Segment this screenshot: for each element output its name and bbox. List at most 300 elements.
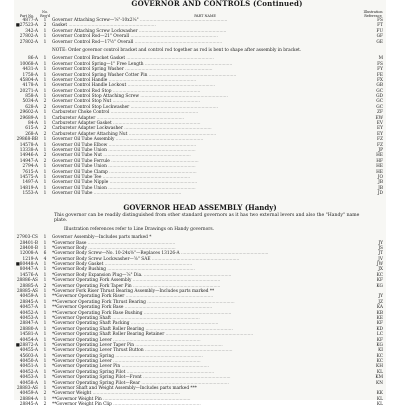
leader-dots: ................................................................ bbox=[108, 180, 198, 186]
part-number: 10068-A bbox=[19, 61, 38, 67]
leader-dots: ................................................................ bbox=[114, 353, 203, 359]
illustration-ref: GE bbox=[376, 39, 383, 45]
quantity: 1 bbox=[43, 305, 47, 311]
illustration-ref: FS bbox=[377, 61, 383, 67]
part-number: 86-A bbox=[27, 56, 38, 62]
part-name: Governor Control Stop Attaching Screw ................................................................ bbox=[52, 94, 228, 100]
illustration-ref: JV bbox=[378, 256, 383, 262]
quantity: 1 bbox=[43, 262, 47, 268]
quantity: 2 bbox=[43, 23, 47, 29]
part-name: Carburetor Adapter ................................................................ bbox=[52, 115, 185, 121]
parts-list-c bbox=[14, 235, 386, 408]
part-number: 1219-A bbox=[22, 256, 38, 262]
part-number: ■80448-A bbox=[15, 262, 38, 268]
quantity: 1 bbox=[43, 375, 47, 381]
part-number: 40451-A bbox=[19, 364, 38, 370]
quantity: 1 bbox=[43, 332, 47, 338]
quantity: 2 bbox=[43, 131, 47, 137]
quantity: 1 bbox=[43, 267, 47, 273]
part-number: 12008-A bbox=[19, 251, 38, 257]
illustration-ref: JT bbox=[378, 251, 383, 257]
illustration-ref: GF bbox=[376, 34, 383, 40]
illustration-ref: JS bbox=[378, 245, 383, 251]
part-name: Governor Control Spring Washer Cotter Pin ................................................................ bbox=[52, 72, 237, 78]
part-number: 45603-A bbox=[19, 353, 38, 359]
quantity: 1 bbox=[43, 240, 47, 246]
quantity: 1 bbox=[43, 342, 47, 348]
illustration-ref: KL bbox=[376, 369, 383, 375]
leader-dots: ................................................................ bbox=[129, 321, 219, 327]
part-name: Governor Oil Tube Ferrule ................................................................ bbox=[52, 158, 199, 164]
quantity: 1 bbox=[43, 299, 47, 305]
parts-row bbox=[14, 191, 386, 196]
quantity: 1 bbox=[43, 191, 47, 197]
part-number: 28845-A bbox=[19, 299, 38, 305]
part-name: Governor Control Spring Washer ................................................................ bbox=[52, 67, 213, 73]
leader-dots: ................................................................ bbox=[137, 28, 227, 34]
part-number: 40453-A bbox=[19, 315, 38, 321]
part-name: *Governor Base ................................................................ bbox=[52, 240, 176, 246]
part-number: 28401-B bbox=[19, 240, 38, 246]
parts-list-a bbox=[14, 18, 386, 45]
quantity: 1 bbox=[43, 380, 47, 386]
quantity: 1 bbox=[43, 369, 47, 375]
quantity: 1 bbox=[43, 185, 47, 191]
part-name: Governor Control Rod Stop ................................................................ bbox=[52, 88, 201, 94]
illustration-ref: FS bbox=[377, 18, 383, 23]
part-number: 40458-A bbox=[19, 380, 38, 386]
leader-dots: ................................................................ bbox=[134, 342, 223, 348]
quantity: 1 bbox=[43, 115, 47, 121]
part-name: Carburetor Adapter Attaching Nut ................................................................ bbox=[52, 131, 217, 137]
part-name: *Governor Operating Spring Pilot—Front ................................................................ bbox=[52, 375, 231, 381]
quantity: 6 bbox=[43, 251, 47, 257]
illustration-ref: KF bbox=[376, 321, 383, 327]
illustration-ref: KH bbox=[376, 364, 383, 370]
part-name: *Governor Operating Lever Taper Pin ................................................................ bbox=[52, 342, 223, 348]
parts-list-b bbox=[14, 56, 386, 196]
quantity: 1 bbox=[43, 83, 47, 89]
part-number: 615-A bbox=[25, 126, 38, 132]
part-name: *Governor Body Gasket ................................................................ bbox=[52, 262, 193, 268]
illustration-ref: KL bbox=[376, 396, 383, 402]
part-number: 28845-A bbox=[19, 402, 38, 408]
leader-dots: ................................................................ bbox=[127, 131, 217, 137]
part-name: *Governor Operating Shaft Roller Bearing Retainer ................................................................ bbox=[52, 332, 254, 338]
part-number: 5034-A bbox=[22, 99, 38, 105]
part-number: 13338-A bbox=[19, 148, 38, 153]
leader-dots: ................................................................ bbox=[111, 402, 201, 408]
leader-dots: ................................................................ bbox=[129, 104, 218, 110]
illustration-ref: JX bbox=[378, 267, 383, 273]
quantity: 1 bbox=[43, 396, 47, 402]
leader-dots: ................................................................ bbox=[150, 256, 240, 262]
illustration-ref: FU bbox=[376, 28, 383, 34]
part-name: *Governor Body Screw Lockwasher—⅝" SAE ................................................................ bbox=[52, 256, 240, 262]
part-name: Carburetor Choke Control ................................................................ bbox=[52, 110, 199, 116]
part-number: 27802-A bbox=[19, 39, 38, 45]
part-number: 2794-A bbox=[22, 164, 38, 170]
part-number: 28883-AS bbox=[16, 386, 38, 392]
leader-dots: ................................................................ bbox=[164, 332, 254, 338]
part-name: Governor Control Spring—1" Free Length ................................................................ bbox=[52, 61, 233, 67]
illustration-ref: EY bbox=[377, 131, 383, 137]
quantity: 1 bbox=[43, 353, 47, 359]
part-name: Governor Oil Tube Elbow ................................................................ bbox=[52, 142, 197, 148]
leader-dots: ................................................................ bbox=[101, 174, 191, 180]
part-name: *Governor Operating Spring ................................................................ bbox=[52, 353, 203, 359]
illustration-ref: GD bbox=[376, 94, 383, 100]
quantity: 1 bbox=[43, 348, 47, 354]
illustration-ref: GB bbox=[376, 83, 383, 89]
part-name: *Governor Operating Lever ................................................................ bbox=[52, 337, 201, 343]
quantity: 1 bbox=[43, 77, 47, 83]
leader-dots: ................................................................ bbox=[120, 364, 209, 370]
quantity: 1 bbox=[43, 326, 47, 332]
part-number: 40459-A bbox=[19, 294, 38, 300]
illustration-ref: HE bbox=[376, 164, 383, 170]
part-number: 14578-A bbox=[19, 142, 38, 148]
part-number: 4431-A bbox=[22, 67, 38, 73]
part-number: 29689-A bbox=[19, 115, 38, 121]
quantity: 1 bbox=[43, 148, 47, 153]
leader-dots: ................................................................ bbox=[106, 267, 195, 273]
part-name: *Governor Operating Lever ................................................................ bbox=[52, 359, 201, 365]
quantity: 1 bbox=[43, 67, 47, 73]
leader-dots: ................................................................ bbox=[111, 121, 201, 127]
part-number: 28400-B bbox=[19, 245, 38, 251]
quantity: 1 bbox=[43, 39, 47, 45]
illustration-ref: HE bbox=[376, 169, 383, 175]
leader-dots: ................................................................ bbox=[91, 391, 180, 397]
illustration-ref: JZ bbox=[378, 299, 383, 305]
part-number: 14575-A bbox=[19, 174, 38, 180]
leader-dots: ................................................................ bbox=[131, 283, 221, 289]
quantity: 1 bbox=[43, 94, 47, 100]
part-number: 29602-A bbox=[19, 110, 38, 116]
part-number: 27903-CS bbox=[16, 235, 38, 241]
part-name: Governor Control Stop Lockwasher ................................................................ bbox=[52, 104, 218, 110]
illustration-ref: FZ bbox=[377, 142, 383, 148]
illustration-ref: FY bbox=[377, 67, 383, 73]
illustration-ref: KG bbox=[376, 283, 383, 289]
part-name: *Governor Operating Fork Assembly ................................................................ bbox=[52, 278, 221, 284]
part-number: 28886-AS bbox=[16, 278, 38, 284]
quantity: 1 bbox=[43, 278, 47, 284]
leader-dots: ................................................................ bbox=[106, 185, 196, 191]
leader-dots: ................................................................ bbox=[111, 99, 200, 105]
illustration-ref: KI bbox=[378, 348, 383, 354]
leader-dots: ................................................................ bbox=[114, 137, 204, 143]
part-number: 28885-AS bbox=[16, 289, 38, 295]
quantity: 1 bbox=[43, 180, 47, 186]
part-number: 1758-A bbox=[22, 72, 38, 78]
part-name: *Governor Body ................................................................ bbox=[52, 245, 176, 251]
part-name: **Governor Operating Fork Riser ................................................................ bbox=[52, 294, 214, 300]
leader-dots: ................................................................ bbox=[111, 337, 201, 343]
part-number: 28847-A bbox=[19, 321, 38, 327]
part-number: 268-A bbox=[25, 131, 38, 137]
leader-dots: ................................................................ bbox=[129, 34, 218, 40]
part-name: **Governor Operating Fork Base Bushing ................................................................ bbox=[52, 310, 232, 316]
leader-dots: ................................................................ bbox=[133, 39, 223, 45]
part-name: Governor Control Handle Lockout ................................................................ bbox=[52, 83, 215, 89]
leader-dots: ................................................................ bbox=[140, 380, 229, 386]
part-number: ■28872-A bbox=[15, 342, 38, 348]
quantity: 1 bbox=[43, 359, 47, 365]
part-name: Governor Assembly—Includes parts marked * bbox=[52, 235, 152, 241]
quantity: 1 bbox=[43, 61, 47, 67]
part-number: 45804-A bbox=[19, 77, 38, 83]
quantity: 1 bbox=[43, 88, 47, 94]
part-name: Governor Oil Tube Nut ................................................................ bbox=[52, 153, 191, 159]
illustration-ref: GC bbox=[376, 104, 383, 110]
illustration-ref: KC bbox=[376, 353, 383, 359]
illustration-ref: EY bbox=[377, 126, 383, 132]
quantity: 1 bbox=[43, 110, 47, 116]
illustration-ref: FE bbox=[376, 72, 383, 78]
catalog-page bbox=[14, 0, 386, 408]
part-name: Governor Control Bracket Gasket ................................................................ bbox=[52, 56, 214, 62]
quantity: 1 bbox=[43, 56, 47, 62]
part-name: Governor Oil Tube Nipple ................................................................ bbox=[52, 180, 198, 186]
leader-dots: ................................................................ bbox=[144, 326, 233, 332]
quantity: 2 bbox=[43, 402, 47, 408]
illustration-ref: ZF bbox=[377, 110, 383, 116]
part-name: *Governor Operating Lever Thrust Button ................................................................ bbox=[52, 348, 233, 354]
part-number: 29868-BB bbox=[16, 137, 38, 143]
part-name: Carburetor Adapter Lockwasher ................................................................ bbox=[52, 126, 212, 132]
section-paragraph: This governor can be readily distinguished from other standard governors as it has two external levers and also the "Handy" name plate. bbox=[54, 212, 360, 224]
part-name: *Governor Operating Fork Taper Pin ................................................................ bbox=[52, 283, 221, 289]
part-number: 40452-A bbox=[19, 310, 38, 316]
part-number: 40454-A bbox=[19, 337, 38, 343]
quantity: 1 bbox=[43, 321, 47, 327]
illustration-ref: JB bbox=[378, 180, 383, 186]
quantity: 1 bbox=[43, 174, 47, 180]
illustration-ref: KM bbox=[375, 375, 383, 381]
part-number: 27802-A bbox=[19, 34, 38, 40]
leader-dots: ................................................................ bbox=[110, 315, 200, 321]
part-number: 80447-A bbox=[19, 267, 38, 273]
part-name: Governor Control Rod—21" Overall ................................................................ bbox=[52, 34, 218, 40]
quantity: 1 bbox=[43, 28, 47, 34]
quantity: 1 bbox=[43, 337, 47, 343]
part-number: 40450-A bbox=[19, 359, 38, 365]
part-number: 20271-A bbox=[19, 88, 38, 94]
leader-dots: ................................................................ bbox=[106, 148, 196, 153]
illustration-ref: FT bbox=[377, 23, 383, 29]
quantity: 1 bbox=[43, 245, 47, 251]
part-name: Governor Oil Tube Clamp ................................................................ bbox=[52, 169, 197, 175]
part-name: *Governor Operating Lever Pin ................................................................ bbox=[52, 364, 209, 370]
col-part-no: Part No. bbox=[19, 14, 35, 18]
quantity: 1 bbox=[43, 364, 47, 370]
part-number: 14946-A bbox=[19, 153, 38, 159]
part-name: Governor Oil Tube Union ................................................................ bbox=[52, 185, 196, 191]
part-number: 40459-A bbox=[19, 391, 38, 397]
illustration-ref: GC bbox=[376, 88, 383, 94]
part-name: Governor Oil Tube Assembly ................................................................ bbox=[52, 137, 204, 143]
part-name: Governor Oil Tube ................................................................ bbox=[52, 191, 182, 197]
part-number: 4877-A bbox=[22, 18, 38, 23]
part-name: **Governor Weight Pin Clip ................................................................ bbox=[52, 402, 201, 408]
part-number: ■27523-A bbox=[15, 23, 38, 29]
part-name: **Governor Operating Fork Thrust Bearing ................................................................ bbox=[52, 299, 235, 305]
illustration-ref: KD bbox=[376, 326, 383, 332]
illustration-ref: KC bbox=[376, 359, 383, 365]
leader-dots: ................................................................ bbox=[124, 294, 214, 300]
quantity: 1 bbox=[43, 235, 47, 241]
part-number: 28880-A bbox=[19, 326, 38, 332]
leader-dots: ................................................................ bbox=[101, 396, 191, 402]
part-name: Gasket ................................................................ bbox=[52, 23, 156, 29]
part-number: 40453-A bbox=[19, 375, 38, 381]
quantity: 1 bbox=[43, 164, 47, 170]
illustration-ref: FX bbox=[376, 77, 383, 83]
leader-dots: ................................................................ bbox=[143, 348, 233, 354]
leader-dots: ................................................................ bbox=[125, 369, 215, 375]
quantity: 1 bbox=[43, 169, 47, 175]
quantity: 2 bbox=[43, 153, 47, 159]
quantity: 2 bbox=[43, 99, 47, 105]
parts-row bbox=[14, 402, 386, 407]
leader-dots: ................................................................ bbox=[102, 153, 191, 159]
leader-dots: ................................................................ bbox=[138, 18, 228, 23]
leader-dots: ................................................................ bbox=[106, 164, 196, 170]
column-header bbox=[14, 8, 386, 18]
note: NOTE: Order governor control bracket and control rod together as rod is bent to shape after assembly in bracket. bbox=[52, 47, 302, 53]
part-name: *Governor Operating Shaft Roller Bearing ................................................................ bbox=[52, 326, 233, 332]
quantity: 1 bbox=[43, 121, 47, 127]
quantity: 1 bbox=[43, 294, 47, 300]
part-number: 84-A bbox=[27, 121, 38, 127]
part-number: 4178-A bbox=[22, 83, 38, 89]
illustration-ref: KK bbox=[376, 391, 383, 397]
illustration-ref: GC bbox=[376, 99, 383, 105]
leader-dots: ................................................................ bbox=[131, 278, 221, 284]
col-ref: Illustration Reference bbox=[363, 10, 383, 18]
part-number: 40455-A bbox=[19, 348, 38, 354]
part-number: 40452-A bbox=[19, 369, 38, 375]
illustration-ref: KE bbox=[376, 315, 383, 321]
illustration-ref: KG bbox=[376, 342, 383, 348]
leader-dots: ................................................................ bbox=[122, 126, 212, 132]
illustration-ref: JP bbox=[378, 148, 383, 153]
part-name: Governor Control Rod—17½" Overall ................................................................ bbox=[52, 39, 223, 45]
part-name: **Governor Operating Fork Base ................................................................ bbox=[52, 305, 213, 311]
part-name: *Governor Operating Spring Pilot—Rear ................................................................ bbox=[52, 380, 229, 386]
leader-dots: ................................................................ bbox=[145, 299, 235, 305]
quantity: 1 bbox=[43, 72, 47, 78]
part-name: Governor Oil Tube Union ................................................................ bbox=[52, 164, 196, 170]
leader-dots: ................................................................ bbox=[141, 375, 231, 381]
part-number: 14581-A bbox=[19, 332, 38, 338]
quantity: 2 bbox=[43, 283, 47, 289]
leader-dots: ................................................................ bbox=[109, 158, 199, 164]
leader-dots: ................................................................ bbox=[125, 56, 214, 62]
col-part-name: PART NAME bbox=[194, 14, 216, 18]
illustration-ref: M bbox=[378, 56, 383, 62]
illustration-ref: JB bbox=[378, 185, 383, 191]
leader-dots: ................................................................ bbox=[86, 240, 176, 246]
illustration-ref: KF bbox=[376, 337, 383, 343]
part-number: 40457-A bbox=[19, 305, 38, 311]
illustration-ref: KN bbox=[376, 380, 383, 386]
illustration-ref: JY bbox=[378, 294, 383, 300]
illustration-ref: EW bbox=[375, 115, 383, 121]
part-name: Governor Attaching Screw Lockwasher ................................................................ bbox=[52, 28, 227, 34]
part-name: Carburetor Adapter Gasket ................................................................ bbox=[52, 121, 201, 127]
leader-dots: ................................................................ bbox=[107, 169, 197, 175]
part-name: *Governor Body Expansion Plug—⅞" Dia. ................................................................ bbox=[52, 272, 232, 278]
leader-dots: ................................................................ bbox=[103, 262, 193, 268]
part-name: **Governor Weight Pin ................................................................ bbox=[52, 396, 191, 402]
illustration-ref: KL bbox=[376, 402, 383, 408]
part-number: 14819-A bbox=[19, 185, 38, 191]
part-number: 14947-A bbox=[19, 158, 38, 164]
leader-dots: ................................................................ bbox=[86, 245, 176, 251]
quantity: 1 bbox=[43, 142, 47, 148]
quantity: 4 bbox=[43, 256, 47, 262]
illustration-ref: EV bbox=[376, 121, 383, 127]
leader-dots: ................................................................ bbox=[139, 94, 228, 100]
quantity: 1 bbox=[43, 137, 47, 143]
illustration-ref: KB bbox=[376, 310, 383, 316]
leader-dots: ................................................................ bbox=[142, 310, 232, 316]
part-name: *Governor Shaft and Weight Assembly—Includes parts marked *** bbox=[52, 386, 197, 392]
leader-dots: ................................................................ bbox=[107, 142, 197, 148]
illustration-ref: JD bbox=[377, 191, 383, 197]
leader-dots: ................................................................ bbox=[92, 191, 182, 197]
illustration-ref: KA bbox=[376, 305, 383, 311]
quantity: 1 bbox=[43, 34, 47, 40]
part-number: 7615-A bbox=[22, 169, 38, 175]
part-name: Governor Oil Tube Union ................................................................ bbox=[52, 148, 196, 153]
part-name: Governor Control Handle ................................................................ bbox=[52, 77, 197, 83]
part-name: *Governor Fork Riser Thrust Bearing Assembly—Includes parts marked ** bbox=[52, 289, 215, 295]
leader-dots: ................................................................ bbox=[67, 23, 156, 29]
section-title: GOVERNOR HEAD ASSEMBLY (Handy) bbox=[123, 202, 277, 212]
leader-dots: ................................................................ bbox=[179, 251, 269, 257]
quantity: 2 bbox=[43, 391, 47, 397]
leader-dots: ................................................................ bbox=[111, 88, 201, 94]
part-number: 628-A bbox=[25, 104, 38, 110]
col-no-reqd: No. Req'd bbox=[40, 10, 50, 18]
part-name: Governor Control Stop Nut ................................................................ bbox=[52, 99, 200, 105]
quantity: 2 bbox=[43, 158, 47, 164]
illustration-ref: HE bbox=[376, 153, 383, 159]
leader-dots: ................................................................ bbox=[142, 272, 232, 278]
part-number: 28884-A bbox=[19, 396, 38, 402]
part-name: *Governor Operating Spring Pilot ................................................................ bbox=[52, 369, 215, 375]
part-number: 342-A bbox=[25, 28, 38, 34]
illustration-ref: KF bbox=[376, 278, 383, 284]
part-name: *Governor Body Screw—No. 10-24x⅜"—Replaces 13126-A ................................................................ bbox=[52, 251, 269, 257]
quantity: 2 bbox=[43, 104, 47, 110]
part-name: Governor Attaching Screw—⅝"-10x2⅛" ................................................................ bbox=[52, 18, 228, 23]
illustration-ref: JY bbox=[378, 240, 383, 246]
part-name: *Governor Operating Shaft ................................................................ bbox=[52, 315, 200, 321]
quantity: 1 bbox=[43, 272, 47, 278]
part-name: *Governor Weight ................................................................ bbox=[52, 391, 180, 397]
page-title: GOVERNOR AND CONTROLS (Continued) bbox=[131, 0, 303, 8]
illustration-ref: LC bbox=[376, 332, 383, 338]
leader-dots: ................................................................ bbox=[123, 305, 213, 311]
quantity: 1 bbox=[43, 18, 47, 23]
illustration-ref: JO bbox=[377, 174, 383, 180]
part-number: 858-A bbox=[25, 94, 38, 100]
